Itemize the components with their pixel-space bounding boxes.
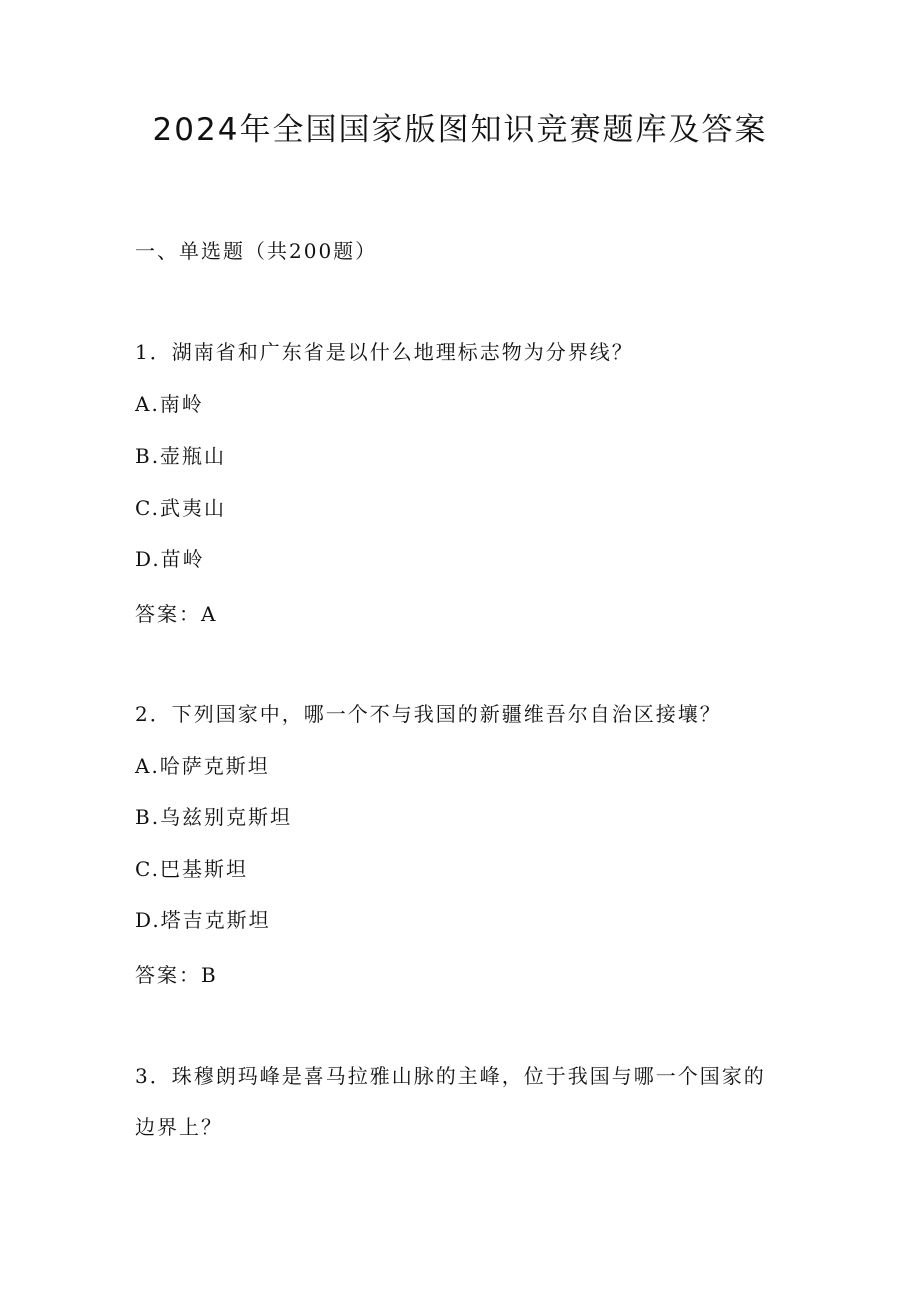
question-1-answer: 答案：A: [135, 602, 218, 626]
question-2-answer: 答案：B: [135, 963, 218, 987]
question-1-option-b: B.壶瓶山: [135, 444, 227, 468]
section-heading: 一、单选题（共200题）: [135, 239, 378, 263]
document-title: 2024年全国国家版图知识竞赛题库及答案: [152, 112, 768, 148]
question-2-option-a: A.哈萨克斯坦: [135, 754, 270, 778]
question-1-option-c: C.武夷山: [135, 496, 226, 520]
question-2-option-d: D.塔吉克斯坦: [135, 908, 271, 932]
question-1-option-d: D.苗岭: [135, 547, 205, 571]
question-3-stem-line-1: 3．珠穆朗玛峰是喜马拉雅山脉的主峰，位于我国与哪一个国家的: [135, 1064, 766, 1088]
question-1-option-a: A.南岭: [135, 392, 204, 416]
question-2-stem: 2．下列国家中，哪一个不与我国的新疆维吾尔自治区接壤？: [135, 702, 722, 726]
question-2-option-c: C.巴基斯坦: [135, 857, 248, 881]
question-3-stem-line-2: 边界上？: [135, 1115, 223, 1139]
question-2-option-b: B.乌兹别克斯坦: [135, 805, 293, 829]
question-1-stem: 1．湖南省和广东省是以什么地理标志物为分界线？: [135, 340, 634, 364]
